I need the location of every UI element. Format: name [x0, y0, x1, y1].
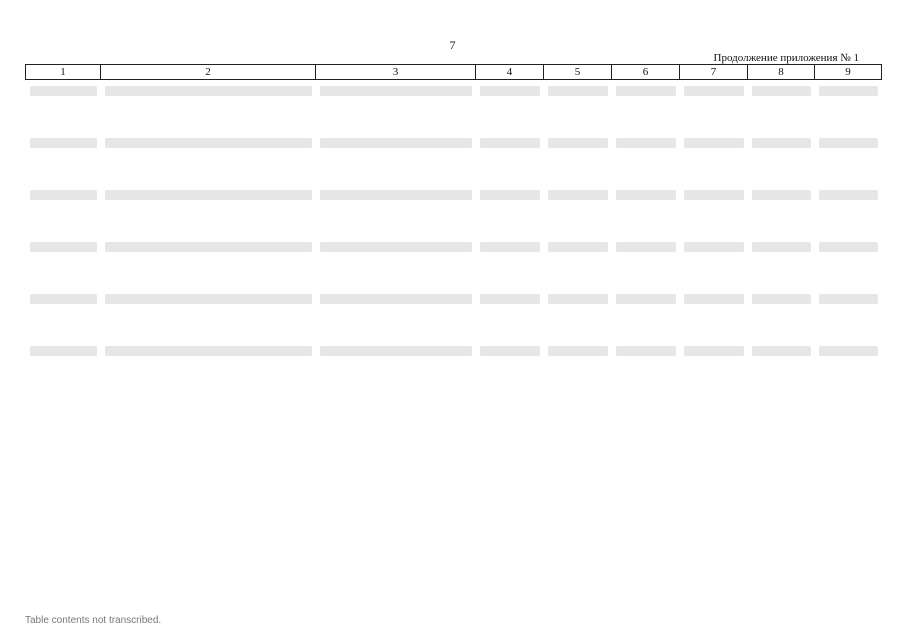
- placeholder-bar: [480, 138, 540, 148]
- placeholder-bar: [752, 86, 811, 96]
- placeholder-cell: [612, 236, 680, 288]
- placeholder-bar: [30, 190, 97, 200]
- placeholder-cell: [544, 80, 612, 133]
- placeholder-bar: [548, 294, 608, 304]
- placeholder-cell: [748, 288, 815, 340]
- placeholder-cell: [26, 184, 101, 236]
- placeholder-bar: [684, 242, 744, 252]
- placeholder-bar: [105, 294, 312, 304]
- placeholder-bar: [320, 294, 472, 304]
- placeholder-cell: [101, 80, 316, 133]
- placeholder-cell: [815, 340, 882, 392]
- placeholder-bar: [480, 190, 540, 200]
- placeholder-cell: [612, 132, 680, 184]
- column-header: 5: [544, 65, 612, 80]
- placeholder-cell: [815, 288, 882, 340]
- placeholder-bar: [819, 138, 878, 148]
- placeholder-bar: [480, 294, 540, 304]
- placeholder-bar: [105, 242, 312, 252]
- placeholder-bar: [30, 294, 97, 304]
- placeholder-bar: [752, 190, 811, 200]
- placeholder-cell: [26, 80, 101, 133]
- placeholder-cell: [748, 236, 815, 288]
- placeholder-cell: [680, 184, 748, 236]
- table-row: [26, 236, 882, 288]
- placeholder-bar: [548, 86, 608, 96]
- placeholder-cell: [680, 132, 748, 184]
- placeholder-cell: [544, 236, 612, 288]
- placeholder-cell: [101, 236, 316, 288]
- column-header: 4: [476, 65, 544, 80]
- placeholder-bar: [819, 86, 878, 96]
- placeholder-cell: [101, 288, 316, 340]
- placeholder-cell: [101, 184, 316, 236]
- column-header: 6: [612, 65, 680, 80]
- continuation-label: Продолжение приложения № 1: [713, 52, 859, 64]
- placeholder-cell: [476, 132, 544, 184]
- placeholder-bar: [480, 242, 540, 252]
- column-header: 9: [815, 65, 882, 80]
- placeholder-bar: [480, 86, 540, 96]
- placeholder-bar: [616, 242, 676, 252]
- placeholder-bar: [480, 346, 540, 356]
- placeholder-cell: [476, 184, 544, 236]
- placeholder-cell: [612, 340, 680, 392]
- table-row: [26, 132, 882, 184]
- placeholder-cell: [316, 288, 476, 340]
- table-row: [26, 288, 882, 340]
- placeholder-cell: [680, 340, 748, 392]
- placeholder-bar: [30, 346, 97, 356]
- placeholder-bar: [320, 86, 472, 96]
- table-row: [26, 340, 882, 392]
- placeholder-cell: [26, 288, 101, 340]
- placeholder-bar: [320, 242, 472, 252]
- table-row: [26, 184, 882, 236]
- appendix-table: [25, 64, 881, 392]
- placeholder-cell: [680, 80, 748, 133]
- placeholder-bar: [548, 190, 608, 200]
- placeholder-cell: [680, 236, 748, 288]
- placeholder-bar: [320, 138, 472, 148]
- placeholder-bar: [616, 294, 676, 304]
- placeholder-bar: [105, 346, 312, 356]
- placeholder-cell: [101, 340, 316, 392]
- placeholder-cell: [476, 340, 544, 392]
- column-header: 8: [748, 65, 815, 80]
- placeholder-cell: [815, 236, 882, 288]
- placeholder-cell: [316, 236, 476, 288]
- placeholder-cell: [544, 288, 612, 340]
- placeholder-bar: [548, 242, 608, 252]
- placeholder-cell: [26, 340, 101, 392]
- placeholder-bar: [105, 190, 312, 200]
- table-row: [26, 80, 882, 133]
- placeholder-cell: [544, 132, 612, 184]
- placeholder-cell: [815, 80, 882, 133]
- placeholder-bar: [752, 294, 811, 304]
- placeholder-cell: [612, 184, 680, 236]
- placeholder-bar: [320, 190, 472, 200]
- placeholder-bar: [30, 242, 97, 252]
- placeholder-cell: [680, 288, 748, 340]
- placeholder-cell: [544, 184, 612, 236]
- placeholder-cell: [815, 184, 882, 236]
- column-header: 3: [316, 65, 476, 80]
- placeholder-bar: [684, 190, 744, 200]
- placeholder-cell: [476, 80, 544, 133]
- column-header: 1: [26, 65, 101, 80]
- placeholder-bar: [30, 138, 97, 148]
- page-number: 7: [449, 38, 456, 52]
- placeholder-cell: [612, 80, 680, 133]
- placeholder-cell: [26, 236, 101, 288]
- placeholder-cell: [101, 132, 316, 184]
- placeholder-bar: [752, 138, 811, 148]
- placeholder-cell: [748, 340, 815, 392]
- placeholder-cell: [748, 80, 815, 133]
- placeholder-bar: [616, 86, 676, 96]
- placeholder-note: Table contents not transcribed.: [25, 615, 162, 626]
- placeholder-cell: [316, 80, 476, 133]
- placeholder-bar: [752, 346, 811, 356]
- placeholder-bar: [819, 294, 878, 304]
- placeholder-bar: [819, 190, 878, 200]
- placeholder-bar: [105, 86, 312, 96]
- placeholder-cell: [815, 132, 882, 184]
- column-header: 2: [101, 65, 316, 80]
- placeholder-bar: [548, 346, 608, 356]
- placeholder-bar: [30, 86, 97, 96]
- placeholder-cell: [612, 288, 680, 340]
- placeholder-bar: [684, 346, 744, 356]
- placeholder-bar: [616, 346, 676, 356]
- placeholder-bar: [684, 86, 744, 96]
- column-header: 7: [680, 65, 748, 80]
- placeholder-cell: [26, 132, 101, 184]
- placeholder-cell: [476, 288, 544, 340]
- placeholder-bar: [616, 190, 676, 200]
- placeholder-bar: [684, 294, 744, 304]
- placeholder-cell: [316, 340, 476, 392]
- placeholder-bar: [684, 138, 744, 148]
- placeholder-bar: [752, 242, 811, 252]
- placeholder-cell: [544, 340, 612, 392]
- placeholder-cell: [316, 132, 476, 184]
- placeholder-bar: [105, 138, 312, 148]
- placeholder-cell: [476, 236, 544, 288]
- placeholder-bar: [320, 346, 472, 356]
- placeholder-cell: [316, 184, 476, 236]
- placeholder-cell: [748, 132, 815, 184]
- header-row: [26, 65, 882, 80]
- placeholder-cell: [748, 184, 815, 236]
- placeholder-bar: [616, 138, 676, 148]
- placeholder-bar: [548, 138, 608, 148]
- placeholder-bar: [819, 346, 878, 356]
- placeholder-bar: [819, 242, 878, 252]
